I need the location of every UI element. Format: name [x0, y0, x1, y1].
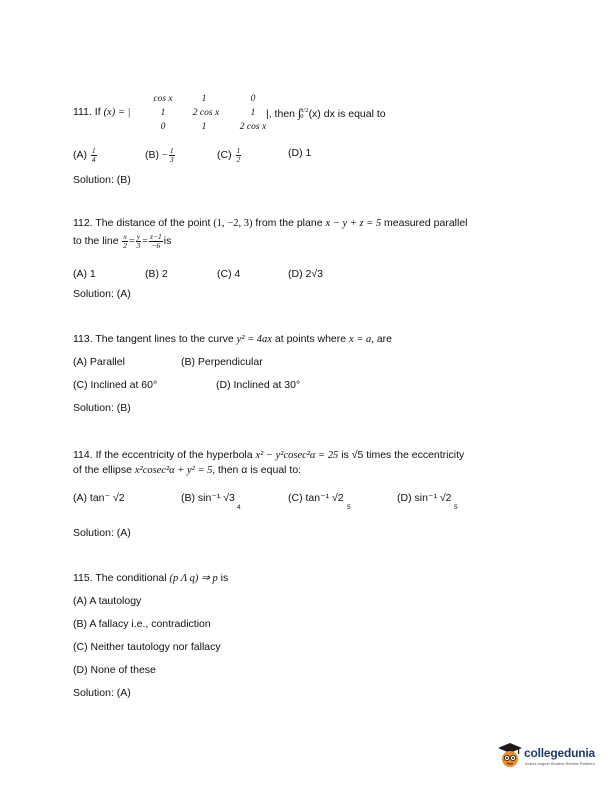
q115-line1 — [73, 572, 228, 586]
q114-optC-text: (C) tan⁻¹ √2 — [288, 492, 344, 504]
q112-f1-den: 2 — [123, 240, 128, 250]
q115-solution: Solution: (A) — [73, 687, 131, 699]
q113-curve: y² = 4ax — [236, 334, 272, 345]
q111-m22: 2 cos x — [192, 108, 220, 118]
q111-m33: 2 cos x — [239, 122, 267, 132]
q112-f2-num: y — [136, 232, 141, 241]
q111-m21: 1 — [160, 108, 166, 118]
logo-wordmark: collegedunia — [524, 746, 595, 760]
q114-optC-sub: 5 — [347, 504, 351, 511]
q113-line1 — [73, 333, 392, 347]
q112-point: (1, −2, 3) — [213, 218, 253, 229]
q111-optB-den: 3 — [169, 154, 174, 164]
q111-option-a — [73, 147, 98, 163]
q114-optD-sub: 5 — [454, 504, 458, 511]
q115-option-b: (B) A fallacy i.e., contradiction — [73, 618, 211, 630]
q111-optB-label: (B) — [145, 148, 159, 161]
q112-f1-num: x — [123, 232, 127, 241]
q112-plane: x − y + z = 5 — [325, 218, 382, 229]
q114-option-c — [288, 492, 351, 511]
q113-text-a: 113. The tangent lines to the curve — [73, 333, 234, 345]
q112-f3-num: z−1 — [150, 232, 162, 241]
q113-cond: x = a, — [349, 334, 374, 345]
q111-stem — [73, 106, 130, 120]
q114-hyperbola: x² − y²cosec²α = 25 — [255, 450, 339, 461]
q111-optB-sign: − — [161, 149, 168, 161]
q114-option-d — [397, 492, 458, 511]
q115-expr: (p Λ q) ⇒ p — [169, 573, 218, 584]
q112-option-b: (B) 2 — [145, 268, 168, 280]
q112-f2-den: 3 — [136, 240, 141, 250]
q112-f3-den: −6 — [151, 240, 161, 250]
q112-solution: Solution: (A) — [73, 288, 131, 300]
q115-option-c: (C) Neither tautology nor fallacy — [73, 641, 221, 653]
q114-text-b: is √5 times the eccentricity — [341, 449, 465, 461]
logo-tagline: India's largest Student Review Platform — [525, 761, 595, 766]
q111-m32: 1 — [201, 122, 207, 132]
q114-option-a: (A) tan⁻ √2 — [73, 492, 125, 504]
collegedunia-logo — [497, 739, 601, 773]
q111-optC-label: (C) — [217, 148, 232, 161]
q111-m12: 1 — [201, 94, 207, 104]
q111-lower: 0 — [300, 113, 304, 121]
q113-option-a: (A) Parallel — [73, 356, 125, 368]
q115-option-d: (D) None of these — [73, 664, 156, 676]
q115-text-a: 115. The conditional — [73, 572, 167, 584]
q115-option-a: (A) A tautology — [73, 595, 142, 607]
q111-upper: π/2 — [300, 106, 309, 114]
q114-text-a: 114. If the eccentricity of the hyperbola — [73, 449, 253, 461]
q112-text-d: to the line — [73, 234, 119, 247]
q111-m23: 1 — [250, 108, 256, 118]
q112-option-c: (C) 4 — [217, 268, 241, 280]
q112-line2: to the line $\frac{x}{2}$ = $\frac{y}{3}$ = $\frac{z-1}{-6}$ is — [73, 232, 172, 250]
q111-optC-den: 2 — [236, 154, 241, 164]
q111-optC-num: 1 — [236, 146, 241, 155]
q111-option-c — [217, 147, 242, 163]
q111-m13: 0 — [250, 94, 256, 104]
q114-optB-text: (B) sin⁻¹ √3 — [181, 492, 235, 504]
q114-line1 — [73, 449, 464, 463]
q113-option-b: (B) Perpendicular — [181, 356, 263, 368]
q114-optB-sub: 4 — [237, 504, 241, 511]
q114-optD-text: (D) sin⁻¹ √2 — [397, 492, 452, 504]
q111-fx: (x) = | — [103, 107, 131, 118]
q111-label: 111. If — [73, 106, 101, 118]
q113-solution: Solution: (B) — [73, 402, 131, 414]
q111-rest-expr — [309, 109, 386, 120]
q115-text-b: is — [220, 572, 229, 584]
q111-optA-den: 4 — [91, 154, 96, 164]
q114-option-b — [181, 492, 241, 511]
q111-option-d: (D) 1 — [288, 147, 312, 159]
q113-text-c: are — [376, 333, 393, 345]
graduate-mascot-icon — [497, 741, 523, 771]
q113-option-d: (D) Inclined at 30° — [216, 379, 301, 391]
q114-text-d: then α is equal to: — [217, 464, 302, 476]
q111-optA-label: (A) — [73, 148, 87, 161]
q114-line2 — [73, 464, 301, 478]
q111-stem-tail — [266, 106, 386, 122]
q112-line1 — [73, 217, 468, 231]
q111-option-b — [145, 147, 176, 163]
q112-option-d: (D) 2√3 — [288, 268, 323, 280]
q113-option-c: (C) Inclined at 60° — [73, 379, 158, 391]
q111-rest: (x) dx is equal to — [308, 108, 386, 120]
q114-ellipse: x²cosec²α + y² = 5, — [134, 465, 216, 476]
q111-m11: cos x — [153, 94, 173, 104]
q111-solution: Solution: (B) — [73, 174, 131, 186]
q112-text-a: 112. The distance of the point — [73, 217, 211, 229]
q112-text-c: measured parallel — [384, 217, 468, 229]
q111-optA-num: 1 — [91, 146, 96, 155]
q114-text-c: of the ellipse — [73, 464, 132, 476]
integral-sign-icon: ∫ — [297, 106, 302, 120]
q114-solution: Solution: (A) — [73, 527, 131, 539]
q111-m31: 0 — [160, 122, 166, 132]
q112-text-e: is — [163, 234, 172, 247]
q111-optB-num: 1 — [169, 146, 174, 155]
q112-text-b: from the plane — [255, 217, 323, 229]
q111-then: |, then — [266, 108, 295, 120]
q113-text-b: at points where — [274, 333, 347, 345]
q112-option-a: (A) 1 — [73, 268, 96, 280]
